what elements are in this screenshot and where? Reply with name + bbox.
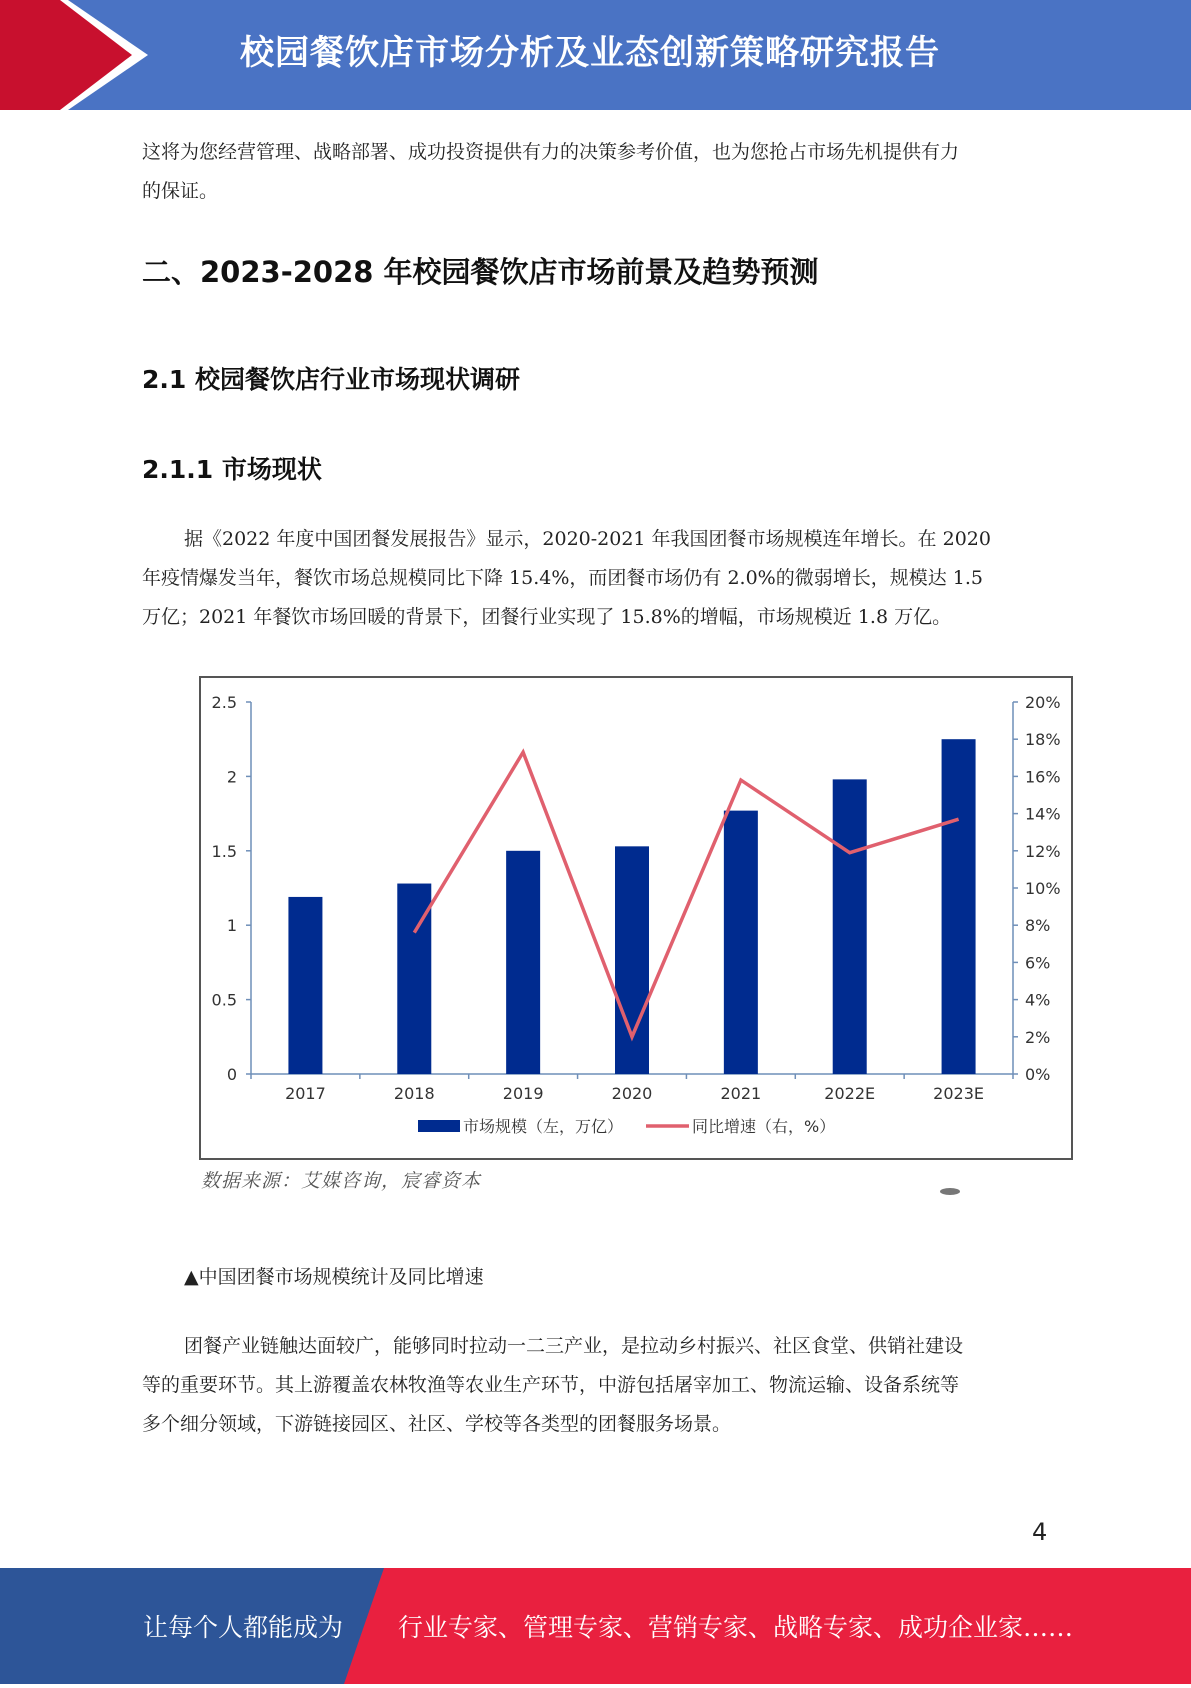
x-axis-category-label: 2020: [611, 1084, 653, 1103]
right-axis-tick-label: 18%: [1025, 730, 1061, 750]
left-axis-tick-label: 2.5: [211, 693, 237, 712]
x-axis-category-label: 2021: [720, 1084, 762, 1103]
header-chevron-decoration: [0, 0, 160, 110]
x-axis-category-label: 2017: [285, 1084, 326, 1103]
left-axis-tick-label: 1: [226, 916, 237, 936]
bar-market-size: [942, 739, 976, 1074]
chart-source: 数据来源：艾媒咨询，宸睿资本: [201, 1170, 482, 1192]
paragraph-line: 团餐产业链触达面较广，能够同时拉动一二三产业，是拉动乡村振兴、社区食堂、供销社建设: [184, 1335, 964, 1357]
page-header: [0, 0, 1191, 110]
legend-swatch-market-size: [418, 1120, 460, 1132]
left-axis-tick-label: 1.5: [211, 841, 237, 861]
paragraph-market-status: [142, 520, 1052, 637]
bar-market-size: [724, 811, 758, 1074]
paragraph-line: 年疫情爆发当年，餐饮市场总规模同比下降 15.4%，而团餐市场仍有 2.0%的微弱增长，规模达 1.5: [142, 567, 983, 589]
right-axis-tick-label: 8%: [1025, 916, 1051, 936]
subsection-heading: 2.1 校园餐饮店行业市场现状调研: [142, 365, 520, 394]
footer-slogan-roles: 行业专家、管理专家、营销专家、战略专家、成功企业家……: [398, 1613, 1074, 1642]
bar-market-size: [288, 897, 322, 1074]
chart-caption: ▲中国团餐市场规模统计及同比增速: [184, 1266, 484, 1288]
x-axis-category-label: 2023E: [933, 1084, 984, 1103]
right-axis-tick-label: 6%: [1025, 953, 1051, 973]
paragraph-industry-chain: [142, 1327, 1052, 1444]
report-title: 校园餐饮店市场分析及业态创新策略研究报告: [240, 33, 940, 73]
legend-label-yoy-growth: 同比增速（右，%）: [692, 1117, 836, 1136]
paragraph-line: 据《2022 年度中国团餐发展报告》显示，2020-2021 年我国团餐市场规模连年增长。在 2020: [184, 528, 991, 550]
intro-line: 的保证。: [142, 180, 219, 202]
right-axis-tick-label: 14%: [1025, 804, 1061, 824]
paragraph-line: 等的重要环节。其上游覆盖农林牧渔等农业生产环节，中游包括屠宰加工、物流运输、设备系统等: [142, 1374, 960, 1396]
intro-paragraph: [142, 133, 1052, 211]
paragraph-line: 万亿；2021 年餐饮市场回暖的背景下，团餐行业实现了 15.8%的增幅，市场规模近 1.8 万亿。: [142, 606, 952, 628]
right-axis-tick-label: 12%: [1025, 841, 1061, 861]
page-number: 4: [1032, 1518, 1048, 1546]
smudge-mark: [940, 1188, 960, 1195]
bar-market-size: [833, 779, 867, 1074]
x-axis-category-label: 2019: [502, 1084, 544, 1103]
footer-slogan-prefix: 让每个人都能成为: [143, 1613, 344, 1642]
line-yoy-growth: [414, 752, 958, 1037]
left-axis-tick-label: 2: [226, 767, 237, 787]
section-heading: 二、2023-2028 年校园餐饮店市场前景及趋势预测: [142, 255, 819, 289]
x-axis-category-label: 2018: [393, 1084, 435, 1103]
right-axis-tick-label: 16%: [1025, 767, 1061, 787]
x-axis-category-label: 2022E: [824, 1084, 876, 1103]
right-axis-tick-label: 10%: [1025, 879, 1061, 898]
page-footer: [0, 1568, 1191, 1684]
left-axis-tick-label: 0.5: [211, 990, 237, 1010]
right-axis-tick-label: 2%: [1025, 1027, 1051, 1047]
market-size-chart: [199, 676, 1073, 1160]
bar-market-size: [506, 851, 540, 1074]
chart-svg: [201, 678, 1071, 1158]
right-axis-tick-label: 20%: [1025, 693, 1061, 712]
left-axis-tick-label: 0: [226, 1065, 237, 1084]
right-axis-tick-label: 0%: [1025, 1065, 1051, 1084]
paragraph-line: 多个细分领域，下游链接园区、社区、学校等各类型的团餐服务场景。: [142, 1413, 732, 1435]
subsubsection-heading: 2.1.1 市场现状: [142, 455, 322, 484]
legend-label-market-size: 市场规模（左，万亿）: [463, 1117, 624, 1136]
right-axis-tick-label: 4%: [1025, 990, 1051, 1010]
intro-line: 这将为您经营管理、战略部署、成功投资提供有力的决策参考价值，也为您抢占市场先机提供有力: [142, 141, 960, 163]
